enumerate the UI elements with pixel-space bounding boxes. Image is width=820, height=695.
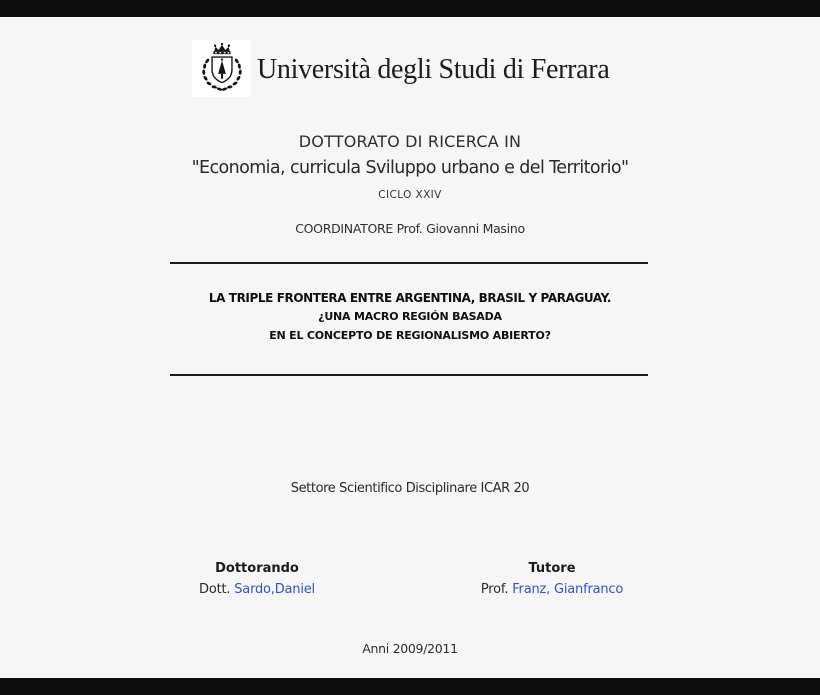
candidate-prefix: Dott.: [199, 582, 235, 597]
top-letterbox-bar: [0, 0, 820, 17]
thesis-title-line1: LA TRIPLE FRONTERA ENTRE ARGENTINA, BRASIL Y PARAGUAY.: [208, 291, 612, 305]
scientific-sector: Settore Scientifico Disciplinare ICAR 20: [290, 481, 530, 496]
university-crest-icon: [196, 41, 248, 97]
candidate-name-link[interactable]: Sardo,Daniel: [234, 582, 315, 597]
academic-years: Anni 2009/2011: [362, 641, 458, 656]
horizontal-rule-top: [170, 262, 648, 264]
tutor-role-label: Tutore: [528, 561, 576, 576]
phd-cycle: CICLO XXIV: [378, 189, 442, 201]
university-logo: [192, 40, 251, 97]
tutor-prefix: Prof.: [480, 582, 513, 597]
horizontal-rule-bottom: [170, 374, 648, 376]
phd-program-name: "Economia, curricula Sviluppo urbano e del Territorio": [191, 158, 629, 178]
bottom-letterbox-bar: [0, 678, 820, 695]
tutor-name-link[interactable]: Franz, Gianfranco: [512, 582, 624, 597]
phd-program-heading: DOTTORATO DI RICERCA IN: [298, 132, 522, 151]
candidate-role-label: Dottorando: [215, 561, 299, 576]
university-name: Università degli Studi di Ferrara: [257, 54, 610, 85]
coordinator-line: COORDINATORE Prof. Giovanni Masino: [295, 221, 525, 236]
candidate-name-line: [147, 582, 367, 597]
thesis-title-line3: EN EL CONCEPTO DE REGIONALISMO ABIERTO?: [269, 329, 551, 342]
tutor-name-line: [442, 582, 662, 597]
thesis-title-line2: ¿UNA MACRO REGIÓN BASADA: [318, 310, 502, 323]
